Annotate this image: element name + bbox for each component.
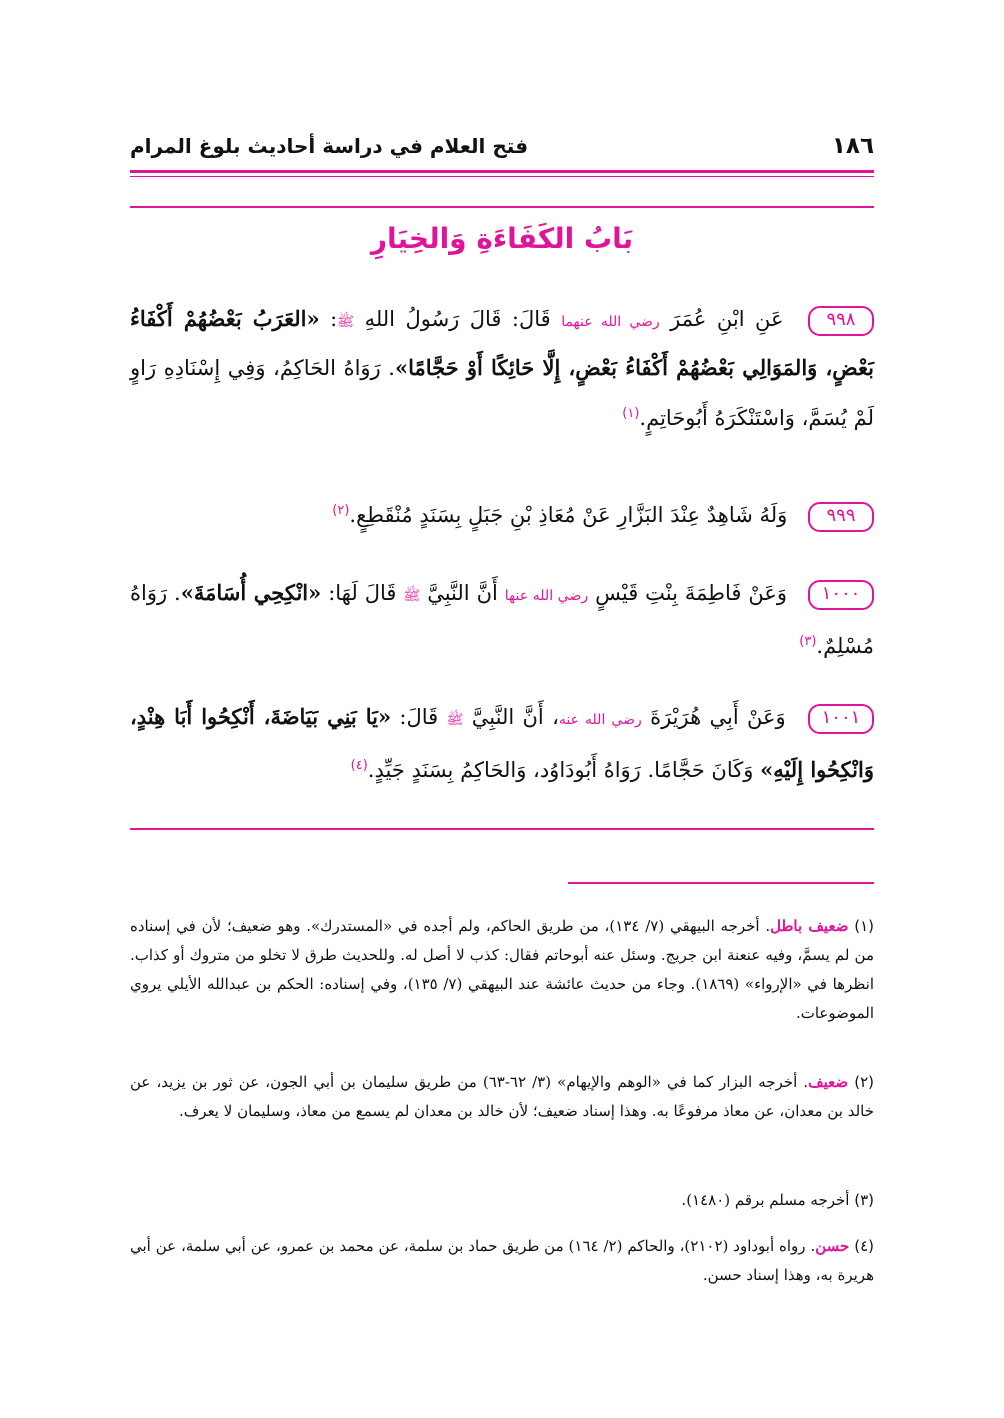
footnote-text: . أخرجه البزار كما في «الوهم والإيهام» (٣/ ٦٢-٦٣) من طريق سليمان بن أبي الجون، عن ثور بن يزيد، عن خالد بن معدان، عن معاذ مرفوعًا به. وهذا إسناد ضعيف؛ لأن خالد بن معدان لم يسمع من معاذ، وسليمان لا يعرف. xyxy=(130,1073,874,1120)
hadith-1000 xyxy=(130,570,874,669)
hadith-intro: وَعَنْ أَبِي هُرَيْرَةَ xyxy=(650,705,786,729)
colon: قَالَ لَهَا: xyxy=(328,581,397,605)
footnote-1 xyxy=(130,912,874,1028)
footnote-3 xyxy=(130,1186,874,1215)
footnote-number: (٢) xyxy=(854,1073,874,1091)
section-bottom-rule xyxy=(130,828,874,830)
footnote-separator xyxy=(568,882,874,884)
footnote-grade: ضعيف xyxy=(808,1073,849,1091)
hadith-source: وَلَهُ شَاهِدٌ عِنْدَ البَزَّارِ عَنْ مُعَاذِ بْنِ جَبَلٍ بِسَنَدٍ مُنْقَطِعٍ. xyxy=(349,503,788,527)
hadith-number-badge: ١٠٠٠ xyxy=(808,580,874,610)
hadith-intro: عَنِ ابْنِ عُمَرَ xyxy=(670,307,784,331)
footnote-4 xyxy=(130,1232,874,1290)
book-title: فتح العلام في دراسة أحاديث بلوغ المرام xyxy=(130,134,529,158)
header-rule-thick xyxy=(130,170,874,173)
colon: قَالَ: xyxy=(399,705,439,729)
hadith-said: ، أَنَّ النَّبِيَّ xyxy=(471,705,559,729)
hadith-text: «العَرَبُ بَعْضُهُمْ أَكْفَاءُ بَعْضٍ، وَالمَوَالِي بَعْضُهُمْ أَكْفَاءُ بَعْضٍ، إِلَّا حَائِكًا أَوْ حَجَّامًا» xyxy=(130,306,874,380)
honorific: رضي الله عنهما xyxy=(561,314,660,330)
hadith-text: «انْكِحِي أُسَامَةَ» xyxy=(180,580,322,605)
footnote-text: أخرجه مسلم برقم (١٤٨٠). xyxy=(681,1191,850,1209)
hadith-998 xyxy=(130,296,874,441)
footnote-number: (٤) xyxy=(854,1237,874,1255)
hadith-said: قَالَ: قَالَ رَسُولُ اللهِ xyxy=(364,307,551,331)
running-header xyxy=(130,126,874,166)
salutation: ﷺ xyxy=(403,588,421,604)
salutation: ﷺ xyxy=(446,712,464,728)
footnote-grade: ضعيف باطل xyxy=(770,917,849,935)
hadith-number-badge: ٩٩٨ xyxy=(808,306,874,336)
footnote-text: . أخرجه البيهقي (٧/ ١٣٤)، من طريق الحاكم، ولم أجده في «المستدرك». وهو ضعيف؛ لأن في إسناده من لم يسمَّ، وفيه عنعنة ابن جريج. وسئل عنه أبوحاتم فقال: كذب لا أصل له. وللحديث طرق لا تخلو من متروك أو كذاب. انظرها في «الإرواء» (١٨٦٩). وجاء من حديث عائشة عند البيهقي (٧/ ١٣٥)، وفي إسناده: الحكم بن عبدالله الأيلي يروي الموضوعات. xyxy=(130,917,874,1022)
honorific: رضي الله عنها xyxy=(504,588,589,604)
footnote-grade: حسن xyxy=(815,1237,850,1255)
hadith-source: وَكَانَ حَجَّامًا. رَوَاهُ أَبُودَاوُد، وَالحَاكِمُ بِسَنَدٍ جَيِّدٍ. xyxy=(367,758,761,782)
hadith-number-badge: ١٠٠١ xyxy=(808,704,874,734)
footnote-number: (١) xyxy=(854,917,874,935)
hadith-999 xyxy=(130,488,874,538)
chapter-top-rule xyxy=(130,206,874,208)
page-number: ١٨٦ xyxy=(831,133,874,159)
footnote-text: . رواه أبوداود (٢١٠٢)، والحاكم (٢/ ١٦٤) من طريق حماد بن سلمة، عن محمد بن عمرو، عن أبي سلمة، عن أبي هريرة به، وهذا إسناد حسن. xyxy=(130,1237,874,1284)
salutation: ﷺ xyxy=(337,314,355,330)
honorific: رضي الله عنه xyxy=(558,712,642,728)
hadith-intro: وَعَنْ فَاطِمَةَ بِنْتِ قَيْسٍ xyxy=(595,581,788,605)
header-rule-thin xyxy=(130,176,874,177)
footnote-2 xyxy=(130,1068,874,1126)
hadith-1001 xyxy=(130,694,874,793)
hadith-number-badge: ٩٩٩ xyxy=(808,502,874,532)
footnote-ref[interactable]: (١) xyxy=(622,406,640,421)
hadith-source: . رَوَاهُ الحَاكِمُ، وَفِي إِسْنَادِهِ رَاوٍ لَمْ يُسَمَّ، وَاسْتَنْكَرَهُ أَبُوحَاتِمٍ. xyxy=(130,356,874,430)
colon: : xyxy=(330,307,338,331)
chapter-title: بَابُ الكَفَاءَةِ وَالخِيَارِ xyxy=(370,222,634,255)
footnote-ref[interactable]: (٣) xyxy=(799,634,817,649)
footnote-number: (٣) xyxy=(854,1191,874,1209)
footnote-ref[interactable]: (٤) xyxy=(350,758,368,773)
hadith-source: . رَوَاهُ مُسْلِمٌ. xyxy=(130,581,874,658)
footnote-ref[interactable]: (٢) xyxy=(332,503,350,518)
hadith-text: «يَا بَنِي بَيَاضَةَ، أَنْكِحُوا أَبَا هِنْدٍ، وَانْكِحُوا إِلَيْهِ» xyxy=(130,704,874,782)
hadith-said: أَنَّ النَّبِيَّ xyxy=(427,581,498,605)
